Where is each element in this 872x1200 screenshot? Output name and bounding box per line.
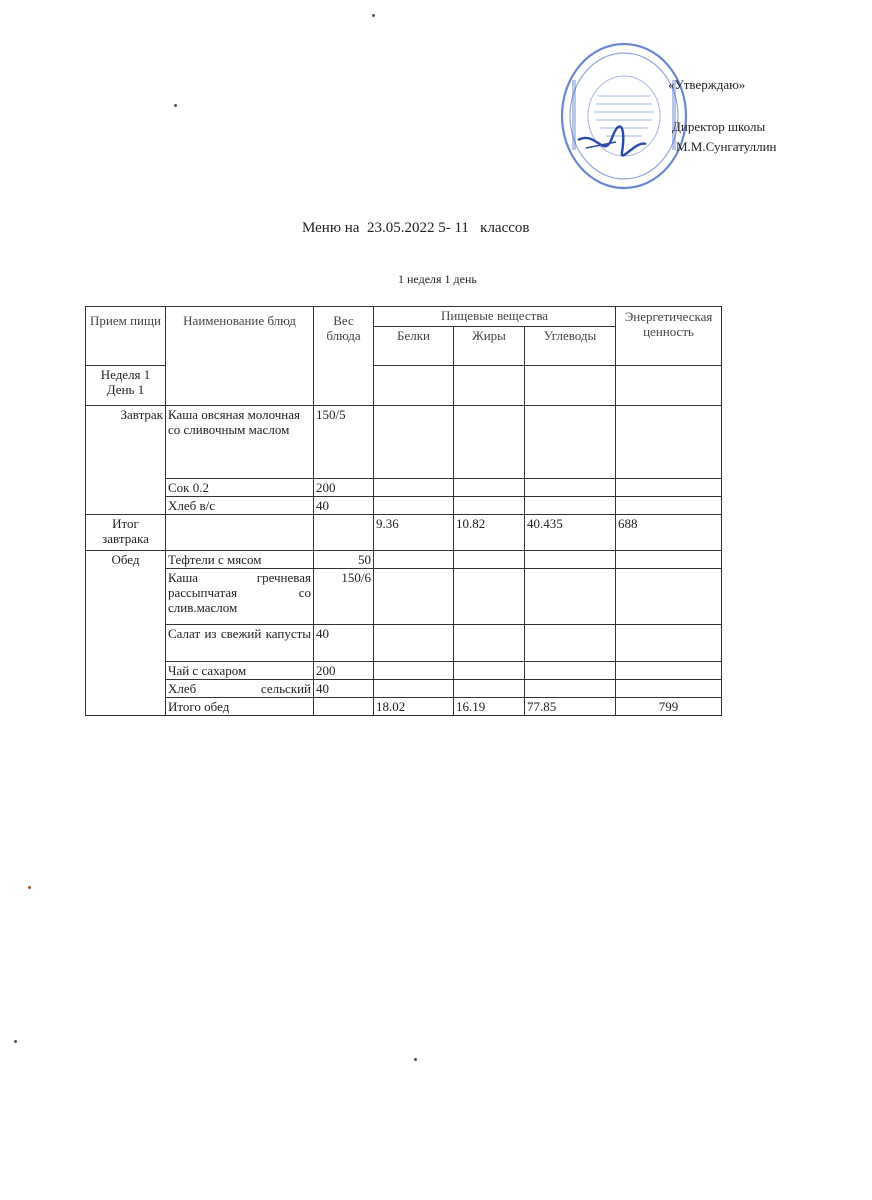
header-dish: Наименование блюд [166,307,314,406]
dish-weight: 40 [314,625,374,662]
table-row [86,551,722,569]
scan-speck [28,886,31,889]
breakfast-total-protein: 9.36 [374,515,454,551]
table-row [86,662,722,680]
scan-speck [372,14,375,17]
week-day-cell: Неделя 1 День 1 [86,366,166,406]
dish-name: Тефтели с мясом [166,551,314,569]
header-weight: Вес блюда [314,307,374,406]
header-protein: Белки [374,327,454,366]
header-fat: Жиры [454,327,525,366]
table-header-row [86,307,722,327]
table-row [86,406,722,479]
dish-name: Сок 0.2 [166,479,314,497]
breakfast-total-row [86,515,722,551]
dish-name: Каша гречневая рассыпчатая со слив.маслом [166,569,314,625]
lunch-label: Обед [86,551,166,716]
dish-name: Салат из свежий капусты [166,625,314,662]
breakfast-total-energy: 688 [616,515,722,551]
director-title: Директор школы [672,119,766,134]
dish-weight: 150/6 [314,569,374,625]
dish-name: Хлеб сельский [166,680,314,698]
breakfast-label: Завтрак [86,406,166,515]
dish-weight: 200 [314,662,374,680]
header-energy: Энергетическая ценность [616,307,722,366]
header-meal: Прием пищи [86,307,166,366]
table-row [86,569,722,625]
dish-weight: 50 [314,551,374,569]
table-row [86,479,722,497]
approval-block [668,75,808,157]
breakfast-total-carbs: 40.435 [525,515,616,551]
approve-label: «Утверждаю» [668,77,746,92]
table-row [86,497,722,515]
director-name: М.М.Сунгатуллин [676,139,777,154]
dish-name: Хлеб в/с [166,497,314,515]
lunch-total-fat: 16.19 [454,698,525,716]
header-carbs: Углеводы [525,327,616,366]
lunch-total-protein: 18.02 [374,698,454,716]
dish-weight: 40 [314,680,374,698]
table-row [86,680,722,698]
scan-speck [414,1058,417,1061]
dish-weight: 150/5 [314,406,374,479]
header-nutrients: Пищевые вещества [374,307,616,327]
menu-table [85,306,722,716]
dish-weight: 200 [314,479,374,497]
lunch-total-row [86,698,722,716]
table-row [86,625,722,662]
lunch-total-energy: 799 [616,698,722,716]
page-title: Меню на 23.05.2022 5- 11 классов [302,220,530,236]
breakfast-total-label: Итог завтрака [86,515,166,551]
lunch-total-label: Итого обед [166,698,314,716]
scan-speck [14,1040,17,1043]
lunch-total-carbs: 77.85 [525,698,616,716]
dish-name: Каша овсяная молочная со сливочным маслом [166,406,314,479]
page-subtitle: 1 неделя 1 день [398,272,477,286]
scan-speck [174,104,177,107]
dish-name: Чай с сахаром [166,662,314,680]
breakfast-total-fat: 10.82 [454,515,525,551]
dish-weight: 40 [314,497,374,515]
